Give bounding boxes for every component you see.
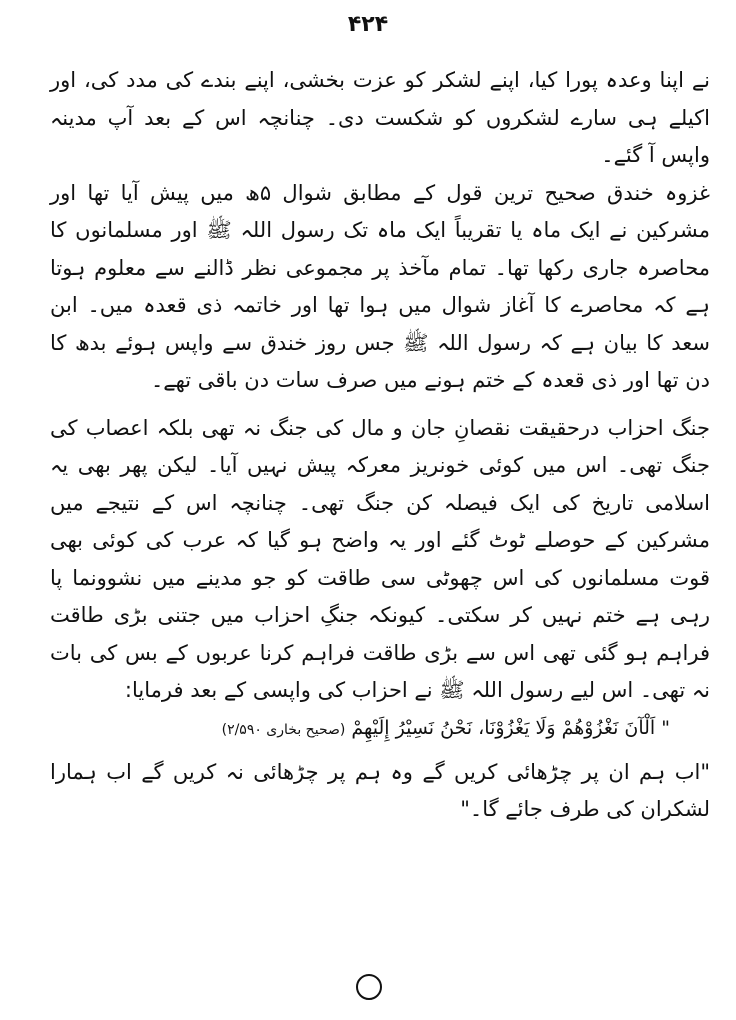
hadith-translation: "اب ہم ان پر چڑھائی کریں گے وہ ہم پر چڑھائی نہ کریں گے اب ہمارا لشکران کی طرف جائے گا۔" <box>50 759 710 821</box>
hadith-quote <box>50 712 670 746</box>
page-number: ۴۲۴ <box>347 12 389 37</box>
paragraph-date-of-battle: غزوہ خندق صحیح ترین قول کے مطابق شوال ۵ھ میں پیش آیا تھا اور مشرکین نے ایک ماہ یا تقریباً ایک ماہ تک رسول اللہ ﷺ اور مسلمانوں کا محاصرہ جاری رکھا تھا۔ تمام مآخذ پر مجموعی نظر ڈالنے سے معلوم ہوتا ہے کہ محاصرے کا آغاز شوال میں ہوا تھا اور خاتمہ ذی قعدہ میں۔ ابن سعد کا بیان ہے کہ رسول اللہ ﷺ جس روز خندق سے واپس ہوئے بدھ کا دن تھا اور ذی قعدہ کے ختم ہونے میں صرف سات دن باقی تھے۔ <box>50 180 710 392</box>
hadith-citation: (صحیح بخاری ۲/۵۹۰) <box>221 721 346 738</box>
paragraph-significance-of-ahzab: جنگ احزاب درحقیقت نقصانِ جان و مال کی جنگ نہ تھی بلکہ اعصاب کی جنگ تھی۔ اس میں کوئی خونریز معرکہ پیش نہیں آیا۔ لیکن پھر بھی یہ اسلامی تاریخ کی ایک فیصلہ کن جنگ تھی۔ چنانچہ اس کے نتیجے میں مشرکین کے حوصلے ٹوٹ گئے اور یہ واضح ہو گیا کہ عرب کی کوئی بھی قوت مسلمانوں کی اس چھوٹی سی طاقت کو جو مدینے میں نشوونما پا رہی ہے ختم نہیں کر سکتی۔ کیونکہ جنگِ احزاب میں جتنی بڑی طاقت فراہم ہو گئی تھی اس سے بڑی طاقت فراہم کرنا عربوں کے بس کی بات نہ تھی۔ اس لیے رسول اللہ ﷺ نے احزاب کی واپسی کے بعد فرمایا: <box>50 415 710 702</box>
hadith-arabic-text: " اَلْآنَ نَغْزُوْهُمْ وَلَا يَغْزُوْنَا، نَحْنُ نَسِيْرُ إِلَيْهِمْ <box>351 716 670 739</box>
body-text <box>50 62 710 829</box>
paragraph-return-to-madinah: نے اپنا وعدہ پورا کیا، اپنے لشکر کو عزت بخشی، اپنے بندے کی مدد کی، اور اکیلے ہی سارے لشکروں کو شکست دی۔ چنانچہ اس کے بعد آپ مدینہ واپس آ گئے۔ <box>50 68 710 167</box>
footer-circle-mark <box>356 974 382 1000</box>
paragraph-gap <box>50 400 710 410</box>
